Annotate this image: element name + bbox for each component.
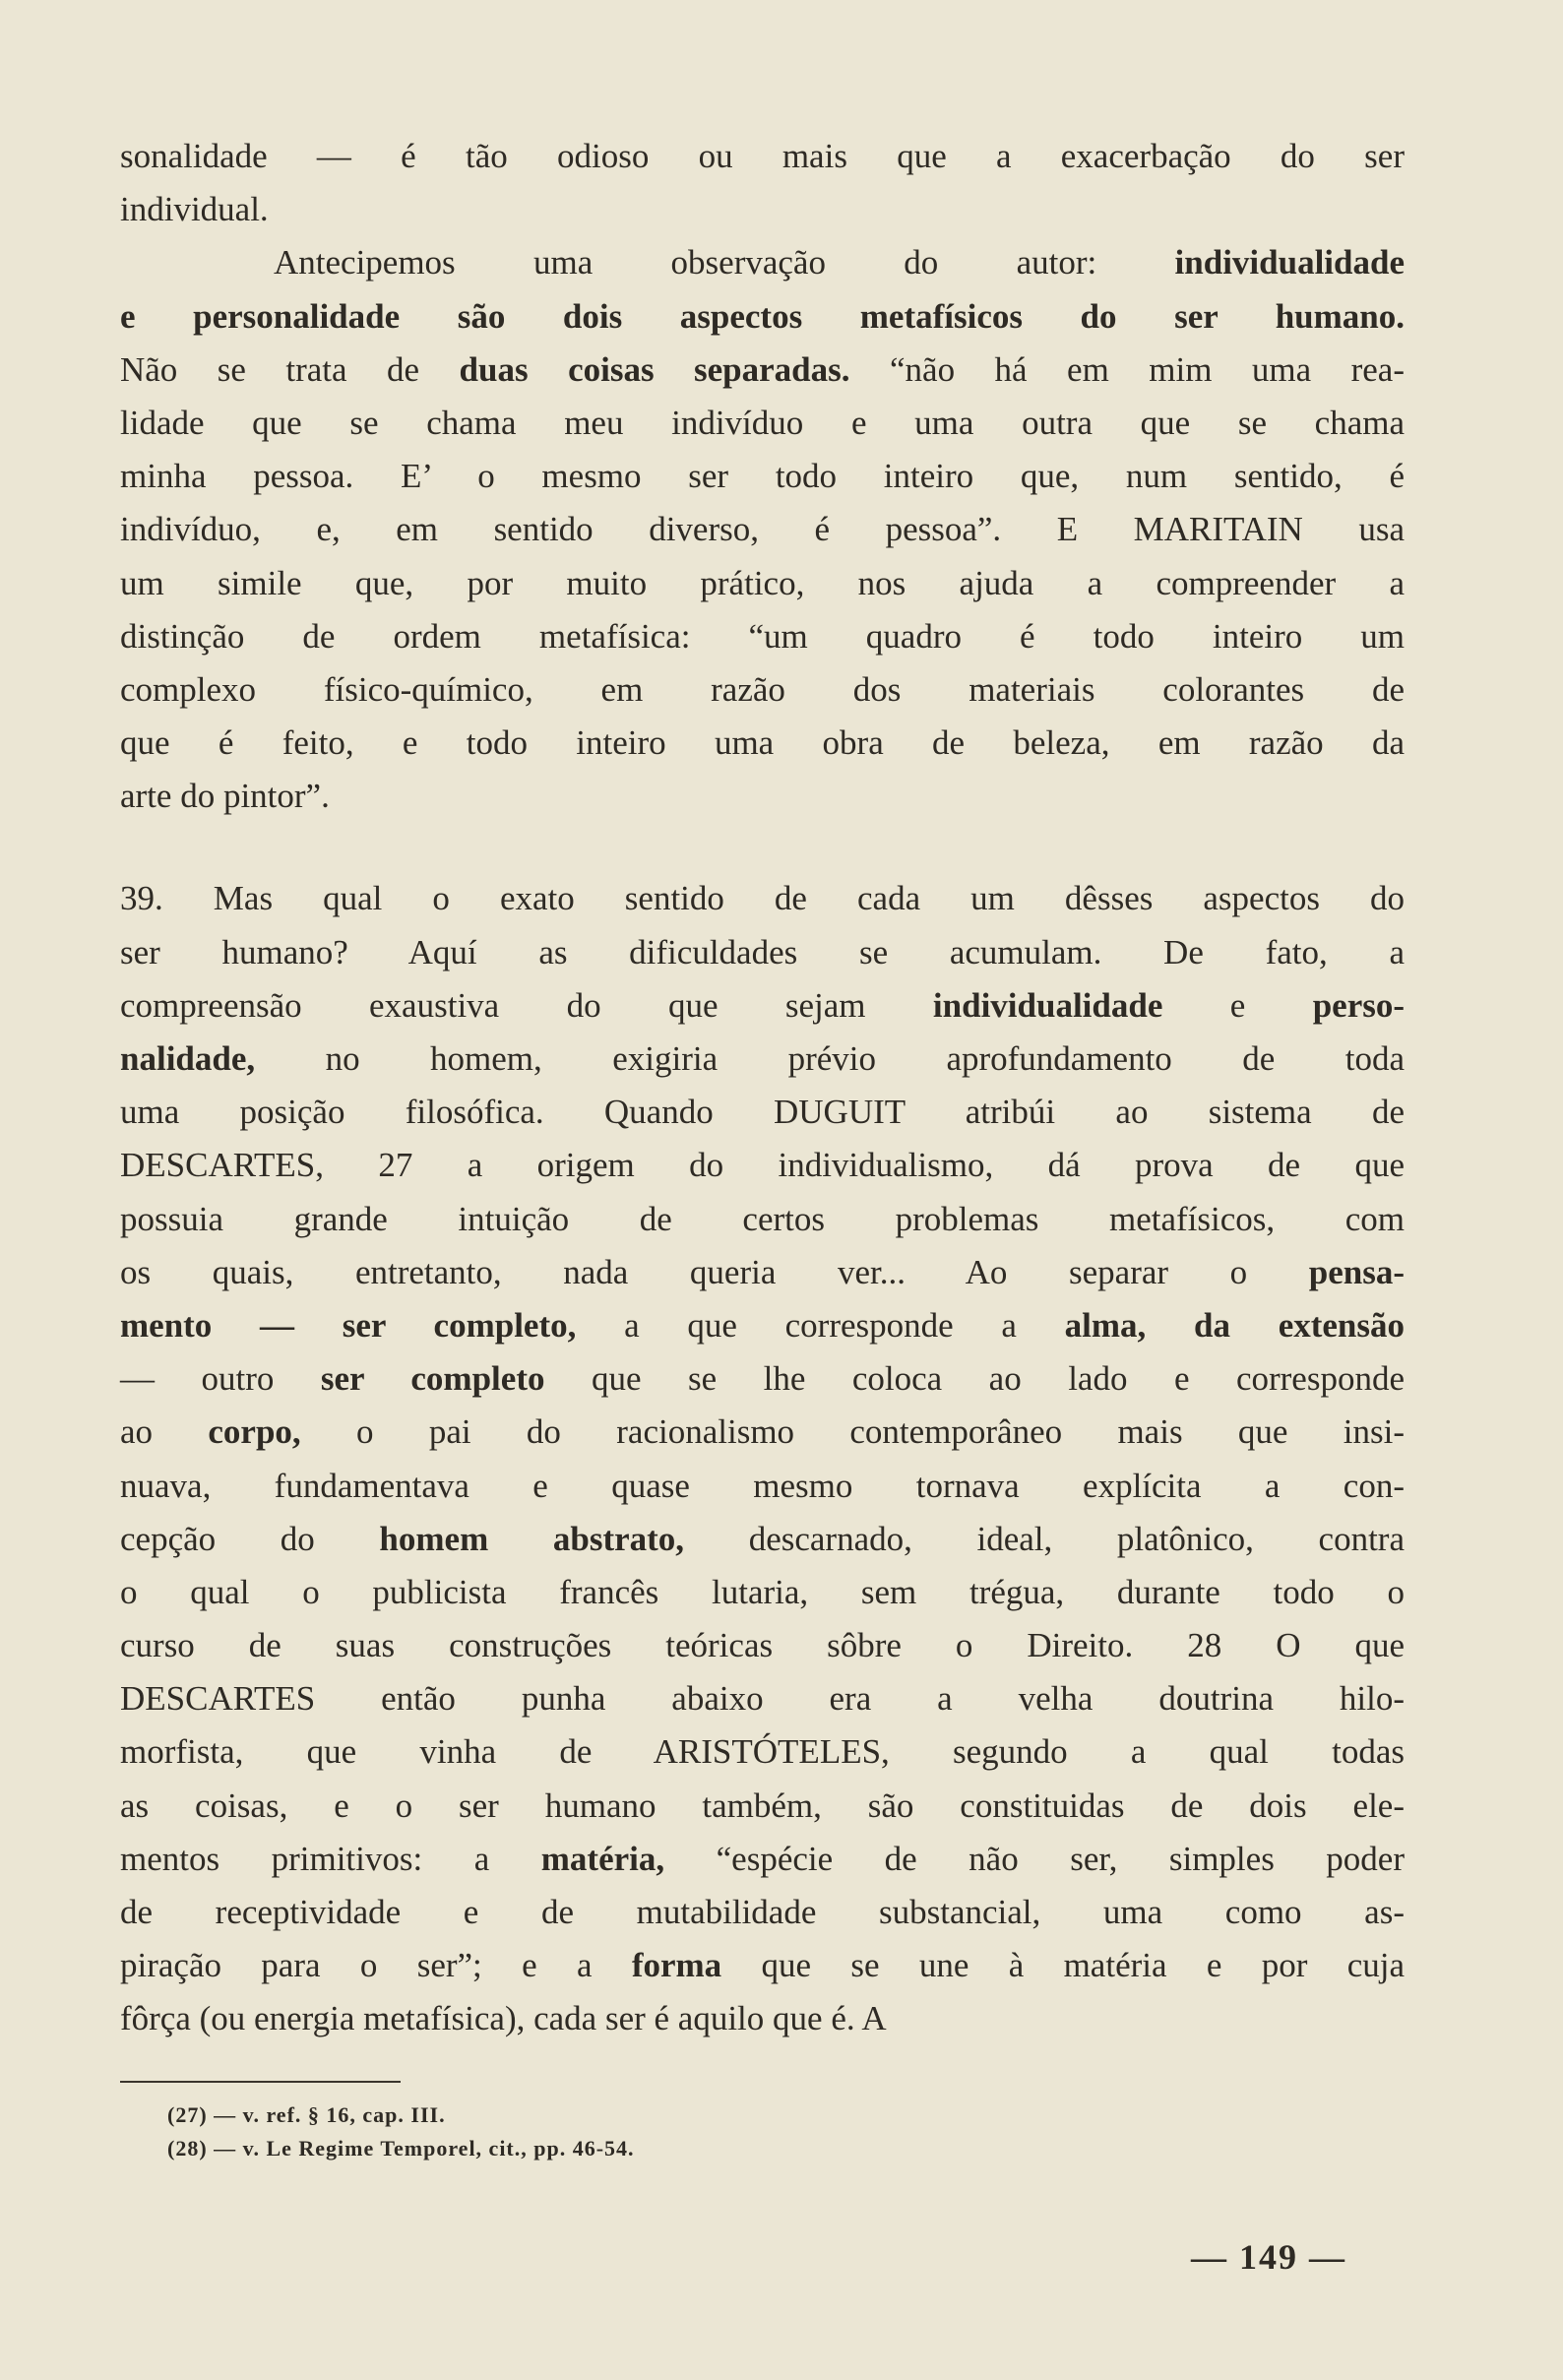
text-line — [120, 290, 1405, 344]
bold-text: matéria, — [540, 1839, 665, 1878]
text-segment: indivíduo, e, em sentido diverso, é pessoa”. E MARITAIN usa — [120, 510, 1405, 549]
text-segment: descarnado, ideal, platônico, contra — [684, 1519, 1405, 1558]
text-segment: mentos primitivos: a — [120, 1839, 541, 1878]
text-segment: compreensão exaustiva do que sejam — [120, 985, 933, 1025]
text-segment: DESCARTES, 27 a origem do individualismo, dá prova de que — [120, 1146, 1405, 1185]
footnote-separator — [120, 2081, 401, 2083]
paragraph-gap — [120, 823, 1405, 872]
bold-text: nalidade, — [120, 1039, 256, 1078]
text-line — [120, 503, 1405, 556]
bold-text: duas coisas separadas. — [459, 349, 850, 389]
text-segment: — outro — [120, 1359, 321, 1399]
text-line — [120, 236, 1405, 289]
text-segment: o qual o publicista francês lutaria, sem trégua, durante todo o — [120, 1572, 1405, 1611]
text-line — [120, 450, 1405, 503]
text-segment: ser humano? Aquí as dificuldades se acumulam. De fato, a — [120, 932, 1405, 971]
text-segment: um simile que, por muito prático, nos ajuda a compreender a — [120, 563, 1405, 602]
bold-text: individualidade — [932, 985, 1163, 1025]
text-segment: curso de suas construções teóricas sôbre o Direito. 28 O que — [120, 1626, 1405, 1665]
text-line — [120, 1513, 1405, 1566]
text-segment: arte do pintor”. — [120, 777, 330, 816]
text-line — [120, 610, 1405, 663]
text-segment: as coisas, e o ser humano também, são constituidas de dois ele- — [120, 1785, 1405, 1825]
text-segment: fôrça (ou energia metafísica), cada ser é aquilo que é. A — [120, 1999, 887, 2038]
text-segment: individual. — [120, 190, 269, 229]
text-line — [120, 1992, 1405, 2045]
page-number: — 149 — — [1191, 2237, 1346, 2277]
text-line — [120, 1033, 1405, 1086]
text-segment: que se une à matéria e por cuja — [721, 1946, 1405, 1985]
text-line — [120, 663, 1405, 717]
text-segment: complexo físico-químico, em razão dos materiais colorantes de — [120, 669, 1405, 709]
text-line — [120, 1406, 1405, 1459]
text-line — [120, 1939, 1405, 1992]
text-segment: 39. Mas qual o exato sentido de cada um dêsses aspectos do — [120, 879, 1405, 918]
bold-text: e personalidade são dois aspectos metafísicos do ser humano. — [120, 296, 1405, 336]
footnote-27: (27) — v. ref. § 16, cap. III. — [167, 2102, 446, 2127]
text-line — [120, 1725, 1405, 1779]
text-segment: nuava, fundamentava e quase mesmo tornava explícita a con- — [120, 1466, 1405, 1505]
body-text — [120, 130, 1405, 2046]
text-line — [120, 1780, 1405, 1833]
text-segment: distinção de ordem metafísica: “um quadro é todo inteiro um — [120, 616, 1405, 656]
text-line — [120, 926, 1405, 979]
text-line — [120, 1566, 1405, 1619]
text-segment: minha pessoa. E’ o mesmo ser todo inteiro que, num sentido, é — [120, 457, 1405, 496]
bold-text: mento — ser completo, — [120, 1305, 577, 1345]
text-line — [120, 1352, 1405, 1406]
text-segment: ao — [120, 1412, 209, 1452]
text-segment: os quais, entretanto, nada queria ver... Ao separar o — [120, 1252, 1309, 1291]
bold-text: individualidade — [1174, 243, 1405, 282]
text-segment: uma posição filosófica. Quando DUGUIT atribúi ao sistema de — [120, 1093, 1405, 1132]
text-line — [120, 717, 1405, 770]
text-segment: “não há em mim uma rea- — [849, 349, 1405, 389]
text-line — [120, 770, 1405, 823]
footnotes — [167, 2098, 1053, 2165]
bold-text: corpo, — [208, 1412, 301, 1452]
text-segment: possuia grande intuição de certos problemas metafísicos, com — [120, 1199, 1405, 1238]
bold-text: pensa- — [1308, 1252, 1405, 1291]
text-line — [120, 1139, 1405, 1192]
bold-text: forma — [631, 1946, 722, 1985]
text-segment: piração para o ser”; e a — [120, 1946, 632, 1985]
text-segment: morfista, que vinha de ARISTÓTELES, segundo a qual todas — [120, 1732, 1405, 1772]
text-line — [120, 1193, 1405, 1246]
text-line — [120, 1246, 1405, 1299]
text-segment: Antecipemos uma observação do autor: — [274, 243, 1175, 282]
text-segment: “espécie de não ser, simples poder — [664, 1839, 1405, 1878]
text-segment: no homem, exigiria prévio aprofundamento de toda — [255, 1039, 1405, 1078]
text-segment: de receptividade e de mutabilidade substancial, uma como as- — [120, 1893, 1405, 1931]
paragraph — [120, 236, 1405, 823]
paragraph — [120, 130, 1405, 236]
text-line — [120, 1886, 1405, 1939]
text-segment: a que corresponde a — [576, 1305, 1065, 1345]
text-line — [120, 979, 1405, 1033]
text-segment: DESCARTES então punha abaixo era a velha doutrina hilo- — [120, 1679, 1405, 1719]
text-line — [120, 183, 1405, 236]
text-segment: o pai do racionalismo contemporâneo mais que insi- — [300, 1412, 1405, 1452]
text-line — [120, 1299, 1405, 1352]
bold-text: ser completo — [320, 1359, 545, 1399]
paragraph — [120, 872, 1405, 2045]
bold-text: homem abstrato, — [379, 1519, 685, 1558]
text-line — [120, 872, 1405, 925]
text-line — [120, 397, 1405, 450]
text-line — [120, 344, 1405, 397]
footnote-28: (28) — v. Le Regime Temporel, cit., pp. 46-54. — [167, 2136, 635, 2161]
text-segment: que é feito, e todo inteiro uma obra de beleza, em razão da — [120, 723, 1405, 763]
text-line — [120, 1460, 1405, 1513]
text-line — [120, 1619, 1405, 1672]
text-line — [120, 557, 1405, 610]
text-segment: que se lhe coloca ao lado e corresponde — [544, 1359, 1405, 1399]
text-line — [120, 130, 1405, 183]
bold-text: perso- — [1312, 985, 1405, 1025]
text-segment: cepção do — [120, 1519, 380, 1558]
text-segment: sonalidade — é tão odioso ou mais que a exacerbação do ser — [120, 137, 1405, 175]
text-segment: e — [1162, 985, 1313, 1025]
text-segment: Não se trata de — [120, 349, 460, 389]
text-segment: lidade que se chama meu indivíduo e uma outra que se chama — [120, 403, 1405, 442]
text-line — [120, 1086, 1405, 1139]
bold-text: alma, da extensão — [1064, 1305, 1406, 1345]
text-line — [120, 1672, 1405, 1725]
text-line — [120, 1833, 1405, 1886]
